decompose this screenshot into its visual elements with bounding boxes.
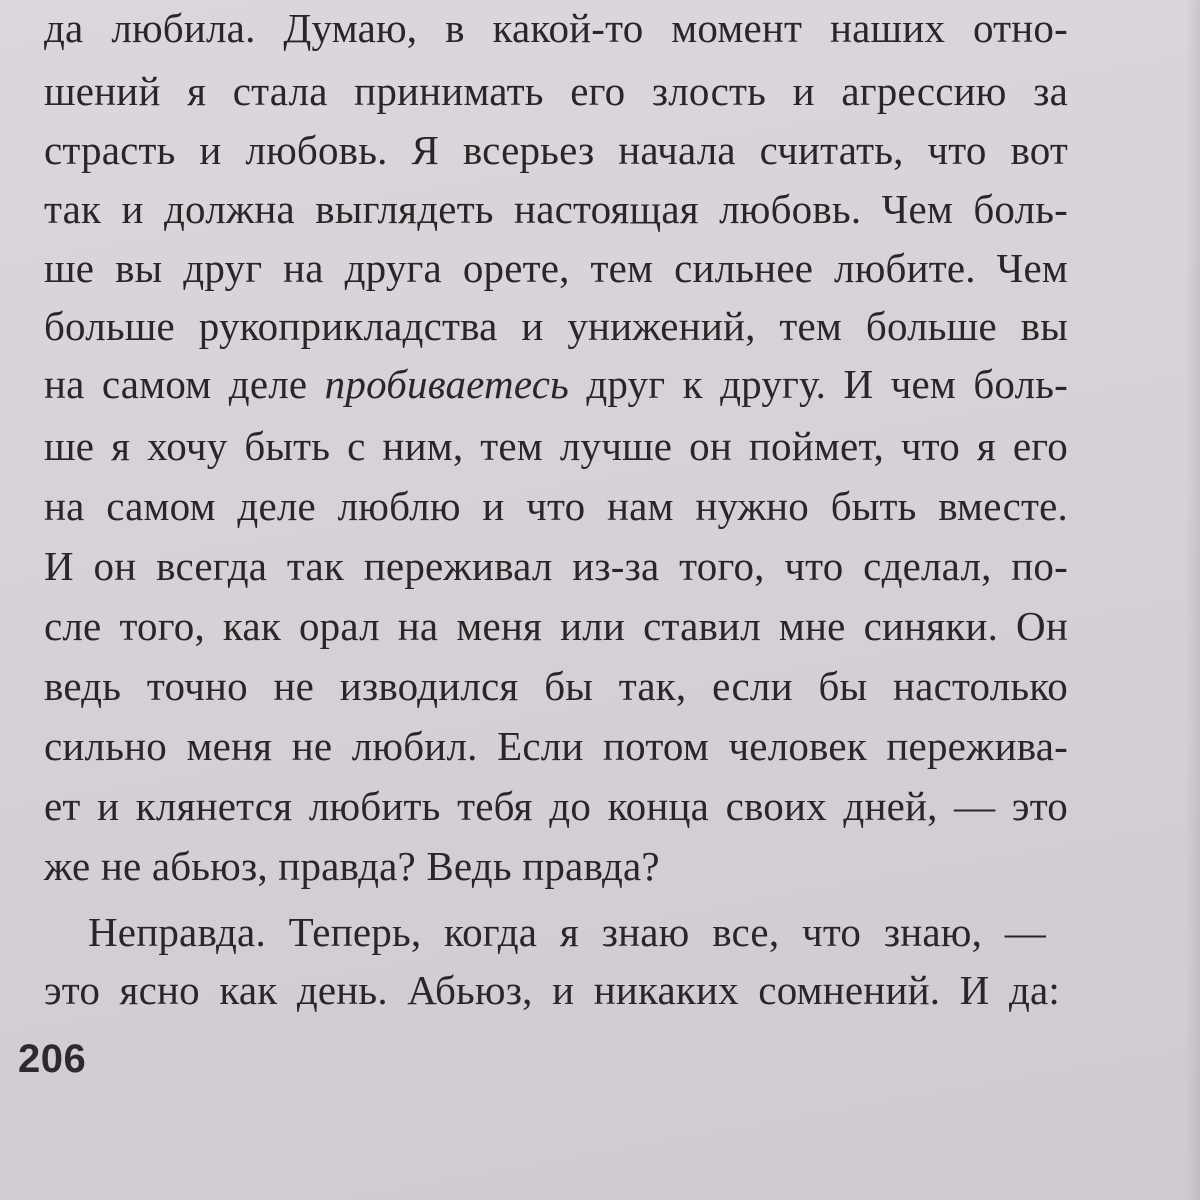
- text-line: ведь точно не изводился бы так, если бы настолько: [44, 663, 1068, 709]
- text-line: же не абьюз, правда? Ведь правда?: [44, 843, 660, 889]
- text-line: ше вы друг на друга орете, тем сильнее любите. Чем: [44, 245, 1068, 291]
- emphasized-word: пробиваетесь: [324, 361, 569, 407]
- text-line: ше я хочу быть с ним, тем лучше он поймет, что я его: [44, 423, 1068, 469]
- paragraph-first-line: Неправда. Теперь, когда я знаю все, что знаю, —: [88, 909, 1046, 955]
- text-line: шений я стала принимать его злость и агрессию за: [44, 68, 1068, 114]
- text-line: да любила. Думаю, в какой-то момент наших отно-: [44, 5, 1068, 51]
- text-line: И он всегда так переживал из-за того, что сделал, по-: [44, 543, 1068, 589]
- text-line: страсть и любовь. Я всерьез начала считать, что вот: [44, 127, 1068, 173]
- text-segment: друг к другу. И чем боль-: [586, 361, 1069, 407]
- page-edge-shadow: [1186, 0, 1200, 1200]
- text-line-with-emphasis: [44, 360, 1068, 408]
- text-line: сильно меня не любил. Если потом человек пережива-: [44, 723, 1068, 769]
- text-line: сле того, как орал на меня или ставил мне синяки. Он: [44, 603, 1068, 649]
- text-line: больше рукоприкладства и унижений, тем больше вы: [44, 303, 1068, 349]
- page-number: 206: [18, 1037, 87, 1081]
- text-line: ет и клянется любить тебя до конца своих дней, — это: [44, 783, 1068, 829]
- text-line: так и должна выглядеть настоящая любовь. Чем боль-: [44, 186, 1068, 232]
- text-line: на самом деле люблю и что нам нужно быть вместе.: [44, 483, 1068, 529]
- text-segment: на самом деле: [44, 361, 308, 407]
- text-line: это ясно как день. Абьюз, и никаких сомнений. И да:: [44, 967, 1060, 1013]
